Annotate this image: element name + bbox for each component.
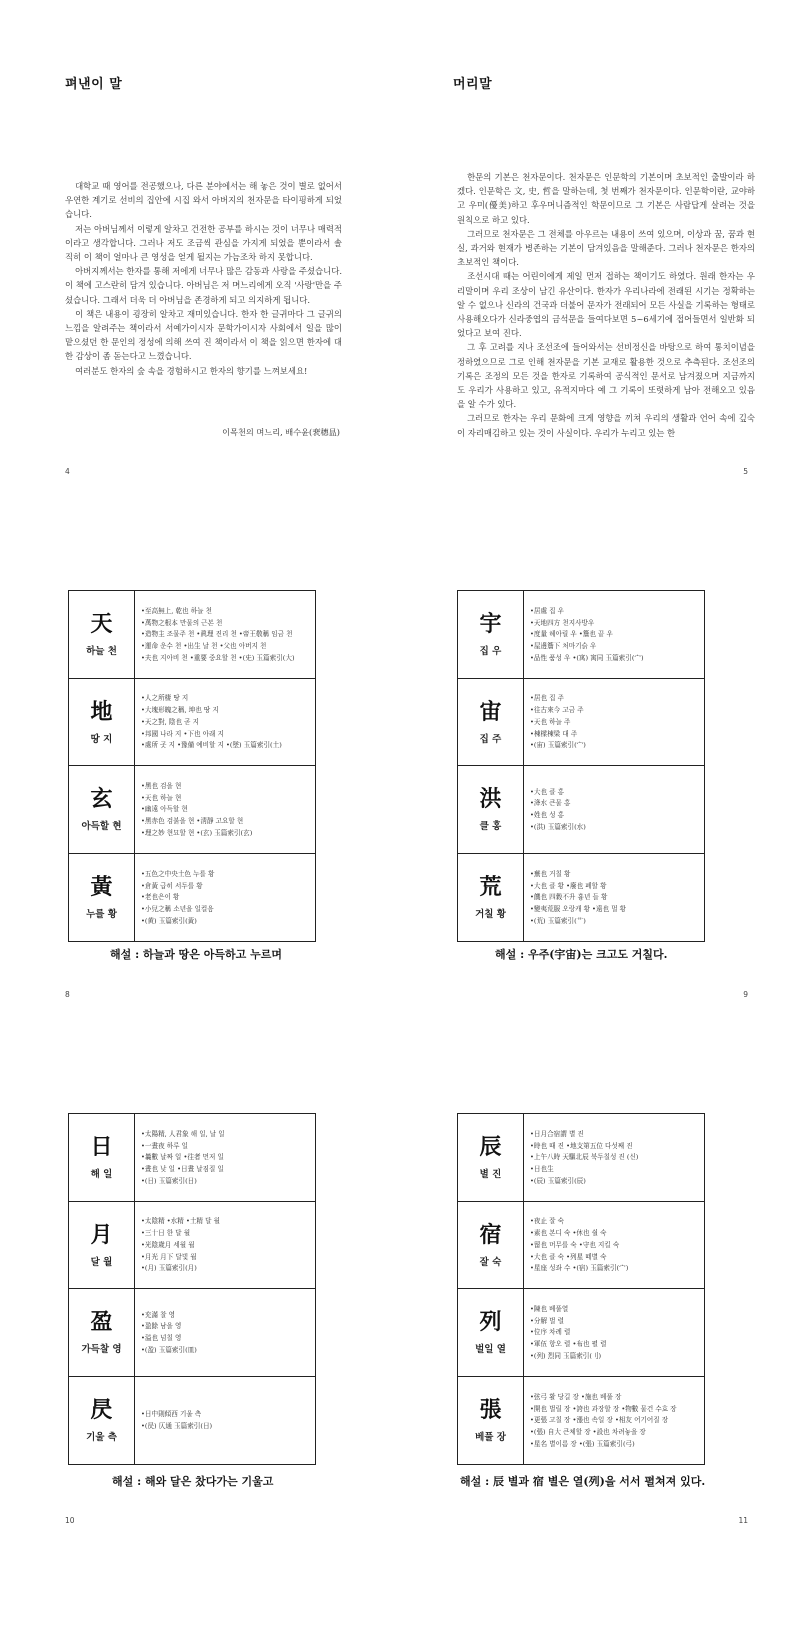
- hanja-meaning: 가득찰 영: [81, 1344, 122, 1356]
- page-number: 4: [65, 467, 70, 476]
- definition-line: •黑赤色 검붉을 현 •淸靜 고요할 현: [141, 817, 244, 826]
- character-definitions: [135, 679, 315, 766]
- character-definitions: [524, 766, 704, 853]
- hanja-meaning: 거칠 황: [475, 909, 506, 921]
- hanja-meaning: 달 월: [90, 1256, 113, 1268]
- hanja-char: 宙: [479, 698, 502, 725]
- hanja-char: 日: [90, 1134, 113, 1161]
- hanja-char: 月: [90, 1221, 113, 1248]
- definition-line: •大塊形魄之稱, 坤也 땅 지: [141, 706, 219, 715]
- hanja-char: 天: [90, 611, 113, 638]
- hanja-char: 宿: [479, 1221, 502, 1248]
- hanja-char: 玄: [90, 786, 113, 813]
- hanja-char: 昃: [90, 1397, 113, 1424]
- definition-line: •(洪) 玉篇索引(水): [530, 823, 586, 832]
- paragraph: 그러므로 천자문은 그 전체를 아우르는 내용이 쓰여 있으며, 이상과 꿈, 꿈과 현실, 과거와 현재가 병존하는 기본이 담겨있음을 말해준다. 그러나 천자문은 한자의 초보적인 책이다.: [457, 228, 755, 268]
- character-definitions: [135, 1377, 315, 1465]
- hanja-meaning: 집 우: [479, 646, 502, 658]
- definition-line: •月光 月下 달빛 월: [141, 1252, 197, 1261]
- definition-line: •居也 집 주: [530, 694, 565, 703]
- hanja-meaning: 베풀 장: [475, 1432, 506, 1444]
- character-head: [69, 1289, 135, 1376]
- hanja-meaning: 누를 황: [86, 909, 117, 921]
- definition-line: •溢也 넘칠 영: [141, 1334, 182, 1343]
- definition-line: •(黄) 玉篇索引(黃): [141, 916, 197, 925]
- definition-line: •(日) 玉篇索引(日): [141, 1176, 197, 1185]
- definition-line: •(辰) 玉篇索引(辰): [530, 1176, 586, 1185]
- definition-line: •上午八時 天驅北辰 북두칠성 진 (신): [530, 1153, 639, 1162]
- definition-line: •黑也 검을 현: [141, 781, 182, 790]
- character-head: [458, 1377, 524, 1465]
- hanja-char: 黃: [90, 874, 113, 901]
- hanja-char: 盈: [90, 1309, 113, 1336]
- definition-line: •居處 집 우: [530, 606, 565, 615]
- definition-line: •五色之中央土色 누를 황: [141, 869, 215, 878]
- definition-line: •小兒之稱 소년을 일컬음: [141, 905, 214, 914]
- character-row: [69, 591, 315, 679]
- character-definitions: [524, 591, 704, 678]
- character-head: [458, 1114, 524, 1201]
- hanja-meaning: 벌일 열: [475, 1344, 506, 1356]
- definition-line: •光陰歲月 세월 월: [141, 1240, 195, 1249]
- definition-line: •運命 운수 천 •出生 날 천 •父也 아버지 천: [141, 642, 267, 651]
- definition-line: •夜止 잘 숙: [530, 1217, 565, 1226]
- character-row: [69, 1114, 315, 1202]
- hanja-char: 列: [479, 1309, 502, 1336]
- interpretation: 해설 : 해와 달은 찼다가는 기울고: [112, 1475, 274, 1488]
- signature: 이목천의 며느리, 배수윤(裵穗昷): [222, 427, 340, 437]
- hanja-meaning: 기울 측: [86, 1432, 117, 1444]
- hanja-meaning: 잘 숙: [479, 1256, 502, 1268]
- definition-line: •(月) 玉篇索引(月): [141, 1264, 197, 1273]
- character-row: [458, 1377, 704, 1465]
- definition-line: •造物主 조물주 천 •眞理 진리 천 •帝王敬稱 임금 천: [141, 630, 293, 639]
- character-definitions: [135, 1289, 315, 1376]
- hanja-char: 洪: [479, 786, 502, 813]
- definition-line: •弦弓 활 당길 장 •施也 베풀 장: [530, 1392, 622, 1401]
- definition-line: •饑也 四穀不升 흉년 들 황: [530, 893, 608, 902]
- character-head: [69, 854, 135, 942]
- definition-line: •大也 클 홍: [530, 787, 565, 796]
- definition-line: •萬物之根本 만물의 근본 천: [141, 618, 223, 627]
- definition-line: •(荒) 玉篇索引(艹): [530, 916, 586, 925]
- definition-line: •(盈) 玉篇索引(皿): [141, 1346, 197, 1355]
- definition-line: •棟樑棟梁 대 주: [530, 729, 578, 738]
- definition-line: •星座 성좌 수 •(宿) 玉篇索引(宀): [530, 1264, 629, 1273]
- definition-line: •軍伍 항오 렬 •布也 펼 렬: [530, 1340, 607, 1349]
- definition-line: •日中則傾西 기울 측: [141, 1410, 202, 1419]
- definition-line: •理之妙 현묘할 현 •(玄) 玉篇索引(玄): [141, 828, 253, 837]
- definition-line: •一晝夜 하루 일: [141, 1141, 188, 1150]
- definition-line: •太陰精 •水精 •土精 달 월: [141, 1217, 220, 1226]
- character-definitions: [524, 854, 704, 942]
- page-number: 10: [65, 1516, 75, 1525]
- definition-line: •太陽精, 人君象 해 일, 날 일: [141, 1129, 225, 1138]
- hanja-char: 地: [90, 698, 113, 725]
- character-card: [68, 1113, 316, 1465]
- interpretation: 해설 : 우주(宇宙)는 크고도 거칠다.: [495, 948, 668, 961]
- definition-line: •分解 벌 렬: [530, 1316, 565, 1325]
- character-head: [69, 1377, 135, 1465]
- character-head: [458, 679, 524, 766]
- definition-line: •度量 헤아릴 우 •簷也 끝 우: [530, 630, 613, 639]
- definition-line: •品性 품성 우 •(寓) 寓同 玉篇索引(宀): [530, 653, 644, 662]
- definition-line: •開也 벌릴 장 •誇也 과장할 장 •物數 물건 수효 장: [530, 1404, 677, 1413]
- hanja-char: 宇: [479, 611, 502, 638]
- paragraph: 그 후 고려를 지나 조선조에 들어와서는 선비정신을 바탕으로 하여 통치이념을 정하였으므로 그로 인해 천자문을 기본 교재로 활용한 것으로 추측된다. 조선조의 기록은 조정의 모든 것을 한자로 기록하여 공식적인 문서로 남겨졌으며 지금까지도 우리가 사용하고 있고, 유적지마다 예 그 기록이 또렷하게 남아 전해오고 있음을 알 수가 있다.: [457, 342, 755, 410]
- page-5: [405, 0, 810, 550]
- paragraph: 조선시대 때는 어린이에게 제일 먼저 접하는 책이기도 하였다. 원래 한자는 우리말이며 우리 조상이 남긴 유산이다. 한자가 우리나라에 전래된 시기는 정확하는 알 수 없으나 신라의 건국과 더불어 문자가 전래되어 모든 사실을 기록하는 형태로 사용해오다가 신라중엽의 금석문을 들여다보면 5~6세기에 접어들면서 일반화 되었다고 보여 진다.: [457, 271, 755, 339]
- page-11: [405, 1100, 810, 1650]
- definition-line: •天地四方 천지사방우: [530, 618, 595, 627]
- character-definitions: [524, 1289, 704, 1376]
- definition-line: •姓也 성 홍: [530, 811, 565, 820]
- page-title: 펴낸이 말: [65, 77, 123, 92]
- character-row: [458, 1202, 704, 1290]
- character-head: [69, 766, 135, 853]
- page-8: [0, 550, 405, 1100]
- character-head: [458, 854, 524, 942]
- definition-line: •往古來今 고금 주: [530, 706, 584, 715]
- definition-line: •處所 곳 지 •豫備 예비할 지 •(墜) 玉篇索引(土): [141, 741, 282, 750]
- character-head: [458, 591, 524, 678]
- definition-line: •大也 클 황 •廢也 폐할 황: [530, 881, 607, 890]
- hanja-meaning: 해 일: [90, 1169, 113, 1181]
- character-card: [457, 590, 705, 942]
- paragraph: 저는 아버님께서 이렇게 알차고 건전한 공부를 하시는 것이 너무나 매력적이라고 생각합니다. 그러나 저도 조금씩 관심을 가지게 되었을 뿐이라서 솔직히 이 책이 얼마나 큰 영성을 얻게 될지는 가늠조차 하지 못합니다.: [65, 223, 342, 263]
- definition-line: •晝也 낮 일 •日晝 날짐질 일: [141, 1165, 224, 1174]
- definition-line: •三十日 한 달 월: [141, 1229, 191, 1238]
- page-title: 머리말: [453, 77, 493, 92]
- definition-line: •夫也 지아비 천 •重要 중요할 천 •(兂) 玉篇索引(大): [141, 653, 295, 662]
- character-row: [458, 766, 704, 854]
- character-definitions: [135, 591, 315, 678]
- definition-line: •日也生: [530, 1165, 554, 1174]
- hanja-char: 張: [479, 1397, 502, 1424]
- character-head: [458, 766, 524, 853]
- definition-line: •蕪也 거칠 황: [530, 869, 571, 878]
- definition-line: •洚水 큰물 홍: [530, 799, 571, 808]
- definition-line: •邦國 나라 지 •下也 아래 지: [141, 729, 224, 738]
- definition-line: •曩數 날짜 일 •往者 먼저 일: [141, 1153, 224, 1162]
- page-10: [0, 1100, 405, 1650]
- character-card: [68, 590, 316, 942]
- character-row: [69, 1377, 315, 1465]
- definition-line: •盈餘 남을 영: [141, 1322, 182, 1331]
- hanja-meaning: 별 진: [479, 1169, 502, 1181]
- character-row: [69, 1289, 315, 1377]
- definition-line: •素也 본디 숙 •休也 쉴 숙: [530, 1229, 607, 1238]
- definition-line: •人之所棲 땅 지: [141, 694, 189, 703]
- character-head: [69, 1202, 135, 1289]
- paragraph: 한문의 기본은 천자문이다. 천자문은 인문학의 기본이며 초보적인 출발이라 하겠다. 인문학은 文, 史, 哲을 말하는데, 첫 번째가 천자문이다. 인문학이란, 교야하고 우미(優美)하고 후우머니즘적인 학문이므로 그 기본은 사람답게 살려는 것을 원칙으로 하고 있다.: [457, 172, 755, 225]
- page-4: [0, 0, 405, 550]
- definition-line: •陳也 베풀열: [530, 1304, 569, 1313]
- page-number: 11: [738, 1516, 748, 1525]
- definition-line: •天也 하늘 주: [530, 717, 571, 726]
- character-head: [458, 1202, 524, 1289]
- definition-line: •(張) 自大 큰체할 장 •設也 차려놓을 장: [530, 1428, 646, 1437]
- definition-line: •老也은이 황: [141, 893, 180, 902]
- character-head: [458, 1289, 524, 1376]
- definition-line: •至高無上, 乾也 하늘 천: [141, 606, 212, 615]
- definition-line: •日月合宿謂 별 진: [530, 1129, 584, 1138]
- character-head: [69, 679, 135, 766]
- foreword-text: [457, 170, 755, 440]
- character-definitions: [524, 1202, 704, 1289]
- definition-line: •星名 별이름 장 •(張) 玉篇索引(弓): [530, 1439, 635, 1448]
- character-row: [458, 1289, 704, 1377]
- definition-line: •充滿 찰 영: [141, 1310, 176, 1319]
- paragraph: 아버지께서는 한자를 통해 저에게 너무나 많은 감동과 사랑을 주셨습니다. 이 책에 고스란히 담겨 있습니다. 아버님은 저 며느리에게 오직 '사랑'만을 주셨습니다. 그래서 더욱 더 아버님을 존경하게 되고 의지하게 됩니다.: [65, 266, 342, 305]
- definition-line: •大也 클 숙 •列星 떼별 숙: [530, 1252, 607, 1261]
- hanja-meaning: 아득할 현: [81, 821, 122, 833]
- hanja-meaning: 땅 지: [90, 733, 113, 745]
- paragraph: 대학교 때 영어를 전공했으나, 다른 분야에서는 해 놓은 것이 별로 없어서 우연한 계기로 선비의 집안에 시집 와서 아버지의 천자문을 타이핑하게 되었습니다.: [65, 181, 342, 220]
- definition-line: •(列) 烈同 玉篇索引(刂): [530, 1351, 602, 1360]
- character-card: [457, 1113, 705, 1465]
- definition-line: •變夷荒服 오랑캐 황 •遠也 멀 황: [530, 905, 627, 914]
- character-row: [69, 766, 315, 854]
- character-row: [458, 854, 704, 942]
- definition-line: •屋邊簷下 처마기슭 우: [530, 642, 597, 651]
- character-head: [69, 1114, 135, 1201]
- definition-line: •位序 차례 렬: [530, 1328, 571, 1337]
- character-row: [458, 591, 704, 679]
- character-definitions: [135, 854, 315, 942]
- character-definitions: [524, 1377, 704, 1465]
- character-row: [69, 1202, 315, 1290]
- character-row: [458, 679, 704, 767]
- hanja-meaning: 집 주: [479, 733, 502, 745]
- definition-line: •時也 때 진 •地支第五位 다섯째 진: [530, 1141, 633, 1150]
- hanja-char: 辰: [479, 1134, 502, 1161]
- character-row: [69, 854, 315, 942]
- interpretation: 해설 : 하늘과 땅은 아득하고 누르며: [110, 948, 282, 961]
- character-row: [458, 1114, 704, 1202]
- paragraph: 이 책은 내용이 굉장히 알차고 재미있습니다. 한자 한 글귀마다 그 글귀의 느낌을 알려주는 책이라서 서예가이시자 문학가이시자 사회에서 일을 많이 맡으셨던 한 문인의 정성에 의해 쓰여 진 책이라서 이 책을 읽으면 한자에 대한 감상이 좀 돋는다고 느꼈습니다.: [65, 308, 342, 362]
- character-head: [69, 591, 135, 678]
- paragraph: 그러므로 한자는 우리 문화에 크게 영향을 끼쳐 우리의 생활과 언어 속에 깊숙이 자리매김하고 있는 것이 사실이다. 우리가 누리고 있는 한: [457, 413, 755, 438]
- page-number: 5: [743, 467, 748, 476]
- paragraph: 여러분도 한자의 숲 속을 경험하시고 한자의 향기를 느껴보세요!: [75, 365, 308, 376]
- definition-line: •倉黃 급히 서두를 황: [141, 881, 203, 890]
- definition-line: •更張 고칠 장 •漲也 속일 장 •相友 어기어질 장: [530, 1416, 669, 1425]
- interpretation: 해설 : 辰 별과 宿 별은 열(列)을 서서 펼쳐져 있다.: [460, 1475, 706, 1488]
- page-number: 8: [65, 990, 70, 999]
- definition-line: •留也 머무를 숙 •守也 지킬 숙: [530, 1240, 620, 1249]
- character-definitions: [524, 1114, 704, 1201]
- preface-text: [65, 179, 342, 378]
- definition-line: •(宙) 玉篇索引(宀): [530, 741, 586, 750]
- definition-line: •幽遠 아득할 현: [141, 805, 188, 814]
- hanja-meaning: 하늘 천: [86, 646, 117, 658]
- hanja-meaning: 클 홍: [479, 821, 502, 833]
- definition-line: •天也 하늘 현: [141, 793, 182, 802]
- hanja-char: 荒: [479, 874, 502, 901]
- character-definitions: [524, 679, 704, 766]
- character-row: [69, 679, 315, 767]
- definition-line: •(昃) 仄通 玉篇索引(日): [141, 1422, 213, 1431]
- page-9: [405, 550, 810, 1100]
- character-definitions: [135, 1202, 315, 1289]
- character-definitions: [135, 766, 315, 853]
- character-definitions: [135, 1114, 315, 1201]
- definition-line: •天之對, 陰也 곧 지: [141, 717, 199, 726]
- page-number: 9: [743, 990, 748, 999]
